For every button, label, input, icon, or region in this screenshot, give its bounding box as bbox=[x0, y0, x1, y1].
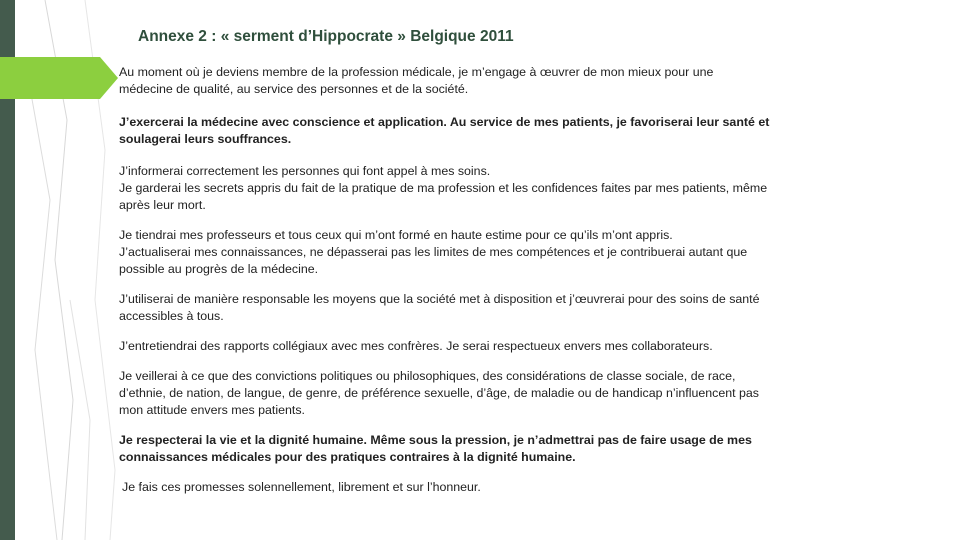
text-line: après leur mort. bbox=[119, 198, 206, 212]
paragraph-5 bbox=[119, 291, 859, 325]
text-line: J’informerai correctement les personnes qui font appel à mes soins. bbox=[119, 164, 491, 178]
paragraph-2 bbox=[119, 114, 859, 148]
text-line: Au moment où je deviens membre de la profession médicale, je m’engage à œuvrer de mon mieux pour une bbox=[119, 65, 714, 79]
text-line: Je veillerai à ce que des convictions politiques ou philosophiques, des considérations de classe sociale, de race, bbox=[119, 369, 736, 383]
slide-title: Annexe 2 : « serment d’Hippocrate » Belgique 2011 bbox=[138, 28, 514, 45]
text-line: possible au progrès de la médecine. bbox=[119, 262, 319, 276]
text-line: Je respecterai la vie et la dignité humaine. Même sous la pression, je n’admettrai pas de faire usage de mes bbox=[119, 433, 752, 447]
text-line: soulagerai leurs souffrances. bbox=[119, 132, 292, 146]
paragraph-3 bbox=[119, 163, 859, 214]
text-line: d’ethnie, de nation, de langue, de genre, de préférence sexuelle, d’âge, de maladie ou de handicap n’influencent pas bbox=[119, 386, 759, 400]
paragraph-7 bbox=[119, 368, 859, 419]
text-line: mon attitude envers mes patients. bbox=[119, 403, 305, 417]
text-line: Je fais ces promesses solennellement, librement et sur l’honneur. bbox=[122, 480, 481, 494]
text-line: J’exercerai la médecine avec conscience et application. Au service de mes patients, je favoriserai leur santé et bbox=[119, 115, 770, 129]
oath-text bbox=[119, 64, 859, 509]
paragraph-9 bbox=[119, 479, 859, 496]
text-line: Je garderai les secrets appris du fait de la pratique de ma profession et les confidences faites par mes patients, même bbox=[119, 181, 768, 195]
text-line: Je tiendrai mes professeurs et tous ceux qui m’ont formé en haute estime pour ce qu’ils m’ont appris. bbox=[119, 228, 673, 242]
text-line: J’utiliserai de manière responsable les moyens que la société met à disposition et j’œuvrerai pour des soins de santé bbox=[119, 292, 760, 306]
text-line: J’actualiserai mes connaissances, ne dépasserai pas les limites de mes compétences et je contribuerai autant que bbox=[119, 245, 748, 259]
text-line: accessibles à tous. bbox=[119, 309, 224, 323]
green-arrow-shape bbox=[0, 57, 118, 99]
paragraph-8 bbox=[119, 432, 859, 466]
text-line: J’entretiendrai des rapports collégiaux avec mes confrères. Je serai respectueux envers mes collaborateurs. bbox=[119, 339, 713, 353]
text-line: connaissances médicales pour des pratiques contraires à la dignité humaine. bbox=[119, 450, 576, 464]
paragraph-6 bbox=[119, 338, 859, 355]
paragraph-1 bbox=[119, 64, 859, 98]
paragraph-4 bbox=[119, 227, 859, 278]
text-line: médecine de qualité, au service des personnes et de la société. bbox=[119, 82, 469, 96]
